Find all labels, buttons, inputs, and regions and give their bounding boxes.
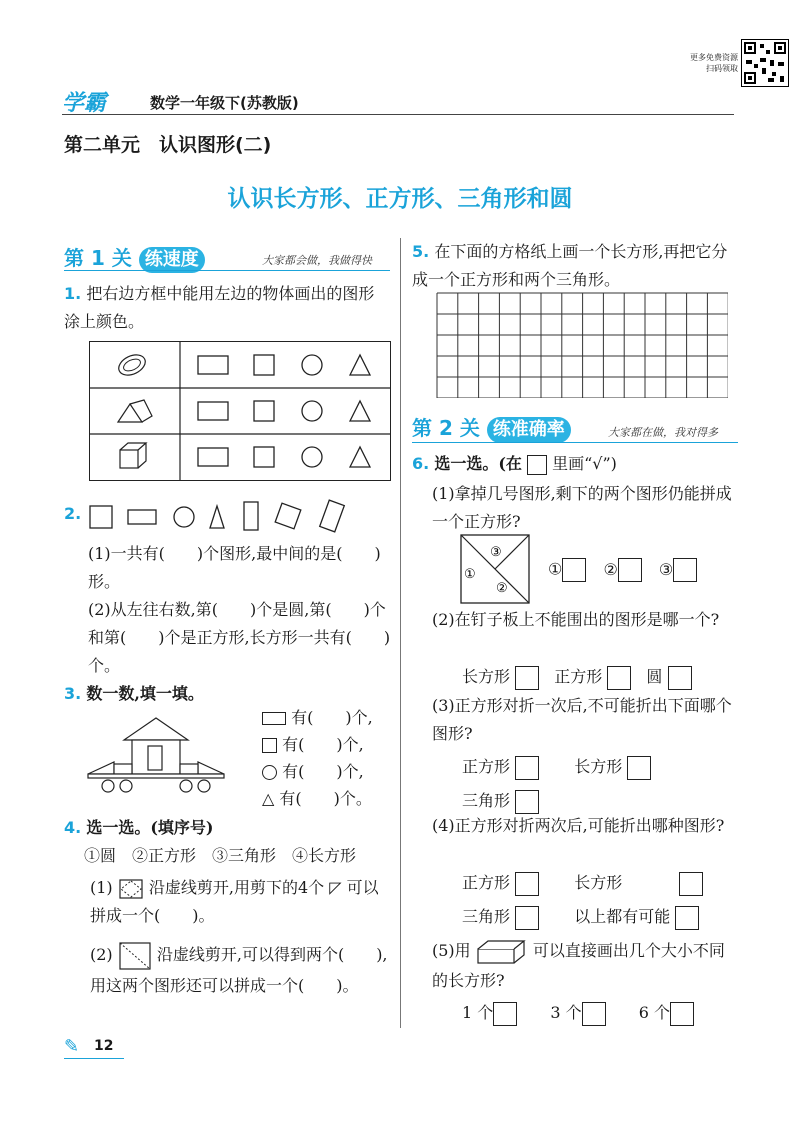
q6-s5-opt2: 3 个 [550, 1003, 582, 1022]
level2-underline [412, 442, 738, 443]
q6-s3: (3)正方形对折一次后,不可能折出下面哪个图形? [432, 696, 732, 743]
pencil-icon: ✎ [64, 1036, 80, 1057]
q4-part2 [90, 940, 390, 1001]
cuboid-icon [476, 939, 528, 965]
level2-header [412, 412, 571, 443]
tangram-square [460, 534, 530, 604]
q3 [64, 680, 204, 708]
square-shape[interactable] [254, 401, 274, 421]
q4-number: 4. [64, 818, 82, 837]
q1-text: 把右边方框中能用左边的物体画出的图形涂上颜色。 [64, 284, 375, 331]
rectangle-shape[interactable] [198, 402, 228, 420]
header-divider [62, 114, 734, 115]
q2-part1: (1)一共有( )个图形,最中间的是( )形。 [88, 544, 381, 591]
diagonal-square-icon [118, 941, 152, 971]
q6-s3-box1[interactable] [515, 756, 539, 780]
q6-s5-box2[interactable] [582, 1002, 606, 1026]
q6-title-box [527, 455, 547, 475]
logo-text: 学霸 [62, 91, 107, 116]
q6-s1-box1[interactable] [562, 558, 586, 582]
q6-s4-box2[interactable] [679, 872, 703, 896]
q6-s3-opt2: 长方形 [574, 757, 623, 776]
circle-shape[interactable] [302, 401, 322, 421]
q6-s5-opt3: 6 个 [638, 1003, 671, 1022]
coin-icon [116, 351, 149, 379]
page-number: 12 [94, 1038, 114, 1054]
q6-s5-index: (5)用 [432, 941, 471, 960]
q6-s2-box2[interactable] [607, 666, 631, 690]
q6-s2-box1[interactable] [515, 666, 539, 690]
count-triangle-text: 有( )个。 [279, 789, 372, 808]
q6-s5-box1[interactable] [493, 1002, 517, 1026]
square-shape[interactable] [254, 355, 274, 375]
q1-number: 1. [64, 284, 82, 303]
q4-p2-text: 沿虚线剪开,可以得到两个( ),用这两个图形还可以拼成一个( )。 [90, 945, 388, 995]
q4-p1-text2: 可以拼成一个( )。 [90, 878, 379, 925]
footer-line [64, 1058, 124, 1059]
level1-slogan: 大家都会做，我做得快 [262, 254, 372, 267]
count-square [262, 731, 373, 758]
q6-s3-box3[interactable] [515, 790, 539, 814]
q6-s5-options [462, 1000, 694, 1026]
q6-s1-opt2: ② [603, 559, 618, 579]
q4-p1-index: (1) [90, 878, 113, 897]
qr-caption-line2: 扫码领取 [706, 64, 738, 73]
q3-number: 3. [64, 684, 82, 703]
q6-s2-opt3: 圆 [646, 667, 663, 686]
q6-s4-box1[interactable] [515, 872, 539, 896]
triangle-shape[interactable] [350, 355, 370, 375]
q6-title-end: 里画“√”) [552, 454, 617, 473]
triangle-shape[interactable] [350, 401, 370, 421]
square-icon [262, 738, 277, 753]
grid-paper[interactable] [436, 292, 728, 398]
q6-s3-opt3: 三角形 [462, 791, 511, 810]
q5-text: 在下面的方格纸上画一个长方形,再把它分成一个正方形和两个三角形。 [412, 242, 728, 289]
corner-piece-icon: ◸ [329, 878, 342, 897]
q6-number: 6. [412, 454, 430, 473]
q4-part1 [90, 874, 390, 930]
q4-options: ①圆 ②正方形 ③三角形 ④长方形 [84, 846, 357, 865]
tangram-mark-3: ③ [490, 545, 502, 560]
q6-s4-opt1: 正方形 [462, 873, 511, 892]
q6-s2-box3[interactable] [668, 666, 692, 690]
q6-s5 [432, 936, 740, 996]
q6-s3-box2[interactable] [627, 756, 651, 780]
q6-s1-opt1: ① [548, 559, 563, 579]
q5-number: 5. [412, 242, 430, 261]
q6-s3-opt1: 正方形 [462, 757, 511, 776]
count-rectangle-text: 有( )个, [291, 708, 373, 727]
dashed-square-icon [118, 878, 144, 900]
level2-slogan: 大家都在做，我对得多 [608, 426, 718, 439]
q6-s3-row1 [462, 750, 651, 784]
triangular-prism-icon [118, 400, 152, 422]
count-triangle [262, 785, 373, 812]
q6-s4-options [462, 866, 703, 934]
q6-s2: (2)在钉子板上不能围出的图形是哪一个? [432, 610, 720, 629]
cube-icon [120, 443, 146, 468]
column-divider [400, 238, 401, 1028]
q3-counts [262, 704, 373, 812]
q6-s4-opt4: 以上都有可能 [574, 907, 671, 926]
count-rectangle [262, 704, 373, 731]
tangram-mark-2: ② [496, 581, 508, 596]
circle-shape[interactable] [302, 447, 322, 467]
q6-s2-opt2: 正方形 [554, 667, 603, 686]
q3-text: 数一数,填一填。 [86, 684, 204, 703]
q1 [64, 280, 390, 336]
q6-s5-box3[interactable] [670, 1002, 694, 1026]
level2-badge: 练准确率 [487, 417, 571, 443]
q6-s1-box3[interactable] [673, 558, 697, 582]
count-circle-text: 有( )个, [282, 762, 364, 781]
lesson-title: 认识长方形、正方形、三角形和圆 [227, 186, 573, 212]
q4-p2-index: (2) [90, 945, 113, 964]
qr-caption [682, 52, 738, 74]
q4-text: 选一选。(填序号) [86, 818, 214, 837]
book-title: 数学一年级下(苏教版) [150, 94, 299, 112]
q1-table [89, 341, 391, 481]
q6-s4-row1 [462, 866, 703, 900]
q4-p1-text: 沿虚线剪开,用剪下的4个 [148, 878, 325, 897]
level2-label: 第 2 关 [412, 416, 480, 440]
q6-s1-box2[interactable] [618, 558, 642, 582]
q6-s4-box4[interactable] [675, 906, 699, 930]
level1-underline [64, 270, 390, 271]
rectangle-icon [262, 712, 286, 725]
q4 [64, 814, 213, 842]
count-circle [262, 758, 373, 785]
rectangle-shape[interactable] [198, 356, 228, 374]
q2-num-label: 2. [64, 504, 82, 523]
q6-s5-opt1: 1 个 [462, 1003, 494, 1022]
level1-badge: 练速度 [139, 247, 205, 273]
q5 [412, 238, 742, 294]
level1-label: 第 1 关 [64, 246, 132, 270]
q6-s2-options [462, 664, 692, 690]
q6-s4-box3[interactable] [515, 906, 539, 930]
qr-code[interactable] [742, 40, 788, 86]
logo [62, 86, 106, 117]
q2-part2: (2)从左往右数,第( )个是圆,第( )个和第( )个是正方形,长方形一共有( )个。 [88, 600, 391, 675]
house-figure [86, 712, 226, 802]
q6-s4-row2 [462, 900, 703, 934]
q6-s4: (4)正方形对折两次后,可能折出哪种图形? [432, 816, 725, 835]
q6-s5-text: 可以直接画出几个大小不同的长方形? [432, 941, 725, 990]
triangle-icon: △ [262, 789, 275, 808]
q6-s1: (1)拿掉几号图形,剩下的两个图形仍能拼成一个正方形? [432, 484, 732, 531]
q6-s1-options [548, 558, 697, 582]
q6 [412, 450, 617, 478]
circle-shape[interactable] [302, 355, 322, 375]
q6-title: 选一选。(在 [434, 454, 522, 473]
q6-s4-opt3: 三角形 [462, 907, 511, 926]
rectangle-shape[interactable] [198, 448, 228, 466]
q2-shapes [86, 498, 356, 538]
q6-s1-opt3: ③ [658, 559, 674, 579]
triangle-shape[interactable] [350, 447, 370, 467]
level1-header [64, 242, 205, 273]
qr-caption-line1: 更多免费资源 [690, 53, 738, 62]
q2-number [64, 500, 81, 528]
square-shape[interactable] [254, 447, 274, 467]
q6-s3-options [462, 750, 651, 818]
unit-title: 第二单元 认识图形(二) [64, 134, 272, 156]
q6-s2-opt1: 长方形 [462, 667, 511, 686]
q6-s4-opt2: 长方形 [574, 873, 623, 892]
circle-icon [262, 765, 277, 780]
tangram-mark-1: ① [464, 567, 476, 582]
count-square-text: 有( )个, [282, 735, 364, 754]
